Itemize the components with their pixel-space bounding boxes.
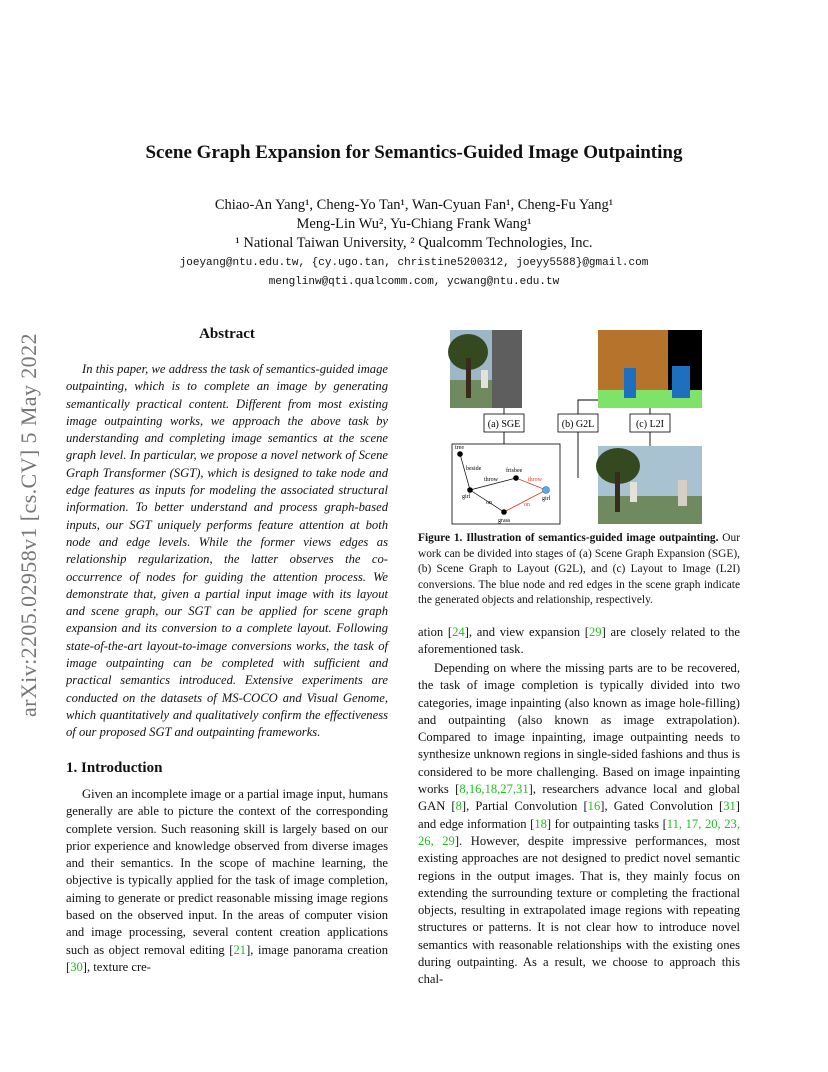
emails-line-1: joeyang@ntu.edu.tw, {cy.ugo.tan, christine5200312, joeyy5588}@gmail.com (179, 257, 649, 269)
layout-person (624, 368, 636, 398)
node-label: tree (455, 445, 464, 451)
layout-person-new (672, 366, 690, 398)
stage-sge-label: (a) SGE (487, 419, 521, 430)
node-girl-new (543, 487, 550, 494)
stage-l2i-label: (c) L2I (635, 419, 665, 430)
citation-link[interactable]: 8 (455, 799, 462, 814)
citation-link[interactable]: 24 (452, 625, 465, 639)
input-partial-image (448, 330, 522, 408)
edge-label: on (486, 500, 492, 506)
node-girl (467, 487, 473, 493)
output-image (596, 446, 702, 524)
paper-title: Scene Graph Expansion for Semantics-Guided Image Outpainting (145, 142, 683, 163)
citation-link[interactable]: 11, 17, 20, 23, 26, 29 (418, 816, 740, 848)
emails-line-2: menglinw@qti.qualcomm.com, ycwang@ntu.edu.tw (268, 276, 560, 288)
citation-link[interactable]: 29 (588, 625, 602, 639)
citation-link[interactable]: 8,16,18,27,31 (459, 782, 529, 797)
citation-link[interactable]: 16 (587, 799, 601, 814)
edge-label: throw (484, 477, 498, 483)
authors-line-2: Meng-Lin Wu², Yu-Chiang Frank Wang¹ (296, 216, 532, 232)
scene-graph (452, 444, 560, 524)
edge-label: throw (528, 477, 542, 483)
abstract-heading: Abstract (199, 326, 255, 342)
node-frisbee (513, 475, 519, 481)
edge-label: on (524, 502, 530, 508)
right-paragraph-2: Depending on where the missing parts are to be recovered, the task of image completion is typically divided into two categories, image inpainting (also known as image hole-filling) and outpainting (also known as image extrapolation). Compared to image inpainting, image outpainting needs to synthesize unknown regions in single-sided fashions and thus is considered to be more challenging. Based on image inpainting works [8,16,18,27,31], researchers advance local and global GAN [8], Partial Convolution [16], Gated Convolution [31] and edge information [18] for outpainting tasks [11, 17, 20, 23, 26, 29]. However, despite impressive performances, most existing approaches are not designed to predict novel semantic regions in the output images. That is, they mainly focus on extending the surrounding texture or completing the fractional objects, resulting in extrapolated image regions with repeating structures or patterns. It is not clear how to introduce novel semantics with reasonable relationships with the existing ones during outpainting. As a result, we choose to approach this chal- (418, 661, 740, 987)
authors-line-1: Chiao-An Yang¹, Cheng-Yo Tan¹, Wan-Cyuan Fan¹, Cheng-Fu Yang¹ (214, 197, 614, 213)
citation-link[interactable]: 30 (70, 959, 83, 974)
figure-1 (448, 330, 708, 526)
figure-caption: Figure 1. Illustration of semantics-guided image outpainting. Our work can be divided into stages of (a) Scene Graph Expansion (SGE), (b) Scene Graph to Layout (G2L), and (c) Layout to Image (L2I) conversions. The blue node and red edges in the scene graph indicate the generated objects and relationship, respectively. (418, 532, 740, 607)
node-label: grass (498, 518, 511, 524)
citation-link[interactable]: 18 (534, 816, 547, 831)
node-grass (501, 509, 507, 515)
node-label: girl (542, 496, 551, 502)
edge-label: beside (466, 466, 482, 472)
right-paragraph-continued: ation [24], and view expansion [29] are closely related to the aforementioned task. (418, 625, 740, 657)
affiliations: ¹ National Taiwan University, ² Qualcomm Technologies, Inc. (235, 235, 593, 251)
node-tree (457, 451, 463, 457)
intro-paragraph: Given an incomplete image or a partial image input, humans generally are able to picture the context of the corresponding complete version. Such reasoning skill is largely based on our prior experience and knowledge observed from diverse images and their semantics. In the scope of machine learning, the objective is typically applied for the task of image completion, aiming to generate or predict reasonable missing image regions based on the observed input. In the areas of computer vision and image processing, several content creation applications such as object removal editing [21], image panorama creation [30], texture cre- (66, 787, 388, 974)
citation-link[interactable]: 21 (233, 942, 247, 957)
arxiv-stamp: arXiv:2205.02958v1 [cs.CV] 5 May 2022 (16, 333, 41, 717)
stage-g2l-label: (b) G2L (561, 419, 595, 430)
layout-map (598, 330, 702, 408)
citation-link[interactable]: 31 (723, 799, 736, 814)
node-label: girl (462, 494, 471, 500)
node-label: frisbee (506, 468, 523, 474)
abstract-text: In this paper, we address the task of semantics-guided image outpainting, which is to complete an image by generating semantically practical content. Different from most existing image outpainting works, we approach the above task by understanding and completing image semantics at the scene graph level. In particular, we propose a novel network of Scene Graph Transformer (SGT), which is designed to take node and edge features as inputs for modeling the associated structural information. To better understand and process graph-based inputs, our SGT uniquely performs feature attention at both node and edge levels. While the former views edges as relationship regularization, the latter observes the co-occurrence of nodes for guiding the attention process. We demonstrate that, given a partial input image with its layout and scene graph, our SGT can be applied for scene graph expansion and its conversion to a complete layout. Following state-of-the-art layout-to-image conversions works, the task of image outpainting can be completed with sufficient and practical semantics introduced. Extensive experiments are conducted on the datasets of MS-COCO and Visual Genome, which quantitatively and qualitatively confirm the effectiveness of our proposed SGT and outpainting frameworks. (66, 362, 388, 740)
introduction-heading: 1. Introduction (66, 760, 163, 776)
